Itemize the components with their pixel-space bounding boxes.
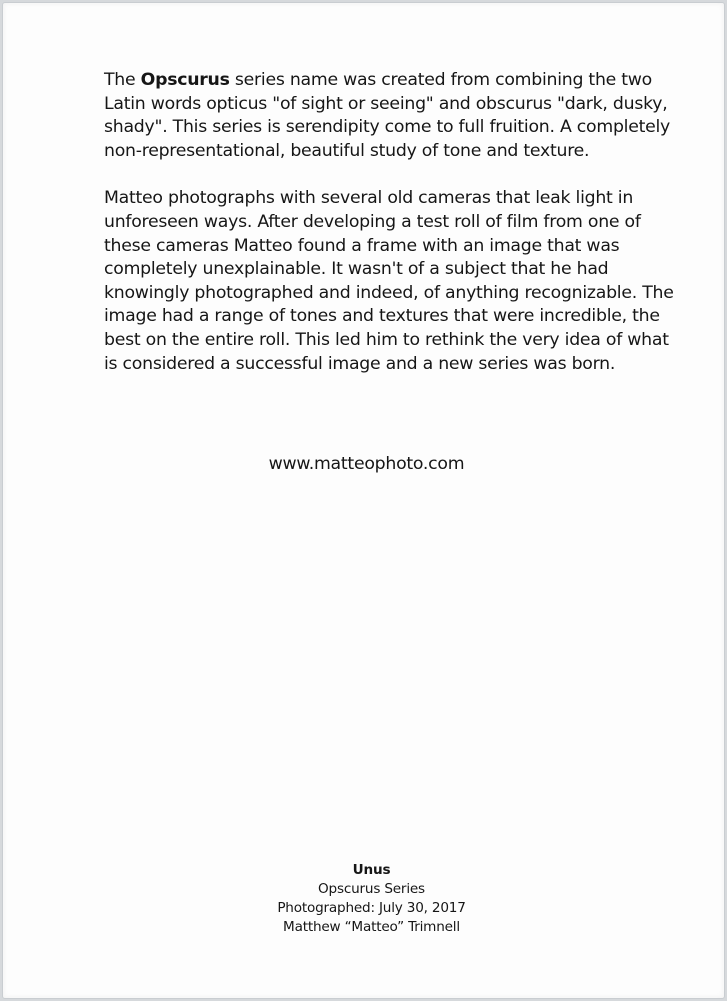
series-name: Opscurus — [140, 70, 230, 90]
paragraph-story: Matteo photographs with several old cameras that leak light in unforeseen ways. After developing a test roll of film from one of these cameras Matteo found a frame with an image that was completely unexplainable. It wasn't of a subject that he had knowingly photographed and indeed, of anything recognizable. The image had a range of tones and textures that were incredible, the best on the entire roll. This led him to rethink the very idea of what is considered a successful image and a new series was born. — [104, 188, 674, 374]
caption-artist: Matthew “Matteo” Trimnell — [283, 919, 460, 935]
caption-block — [3, 861, 727, 937]
website-text: www.matteophoto.com — [268, 454, 465, 474]
caption-series: Opscurus Series — [318, 881, 425, 897]
paragraph-intro — [104, 69, 674, 163]
intro-rest: series name was created from combining the two Latin words opticus "of sight or seeing" and obscurus "dark, dusky, shady". This series is serendipity come to full fruition. A completely non-representational, beautiful study of tone and texture. — [104, 70, 671, 161]
caption-title: Unus — [352, 862, 391, 878]
caption-date: Photographed: July 30, 2017 — [277, 900, 466, 916]
description — [104, 69, 674, 400]
intro-lead: The — [104, 70, 141, 90]
card — [2, 2, 725, 999]
